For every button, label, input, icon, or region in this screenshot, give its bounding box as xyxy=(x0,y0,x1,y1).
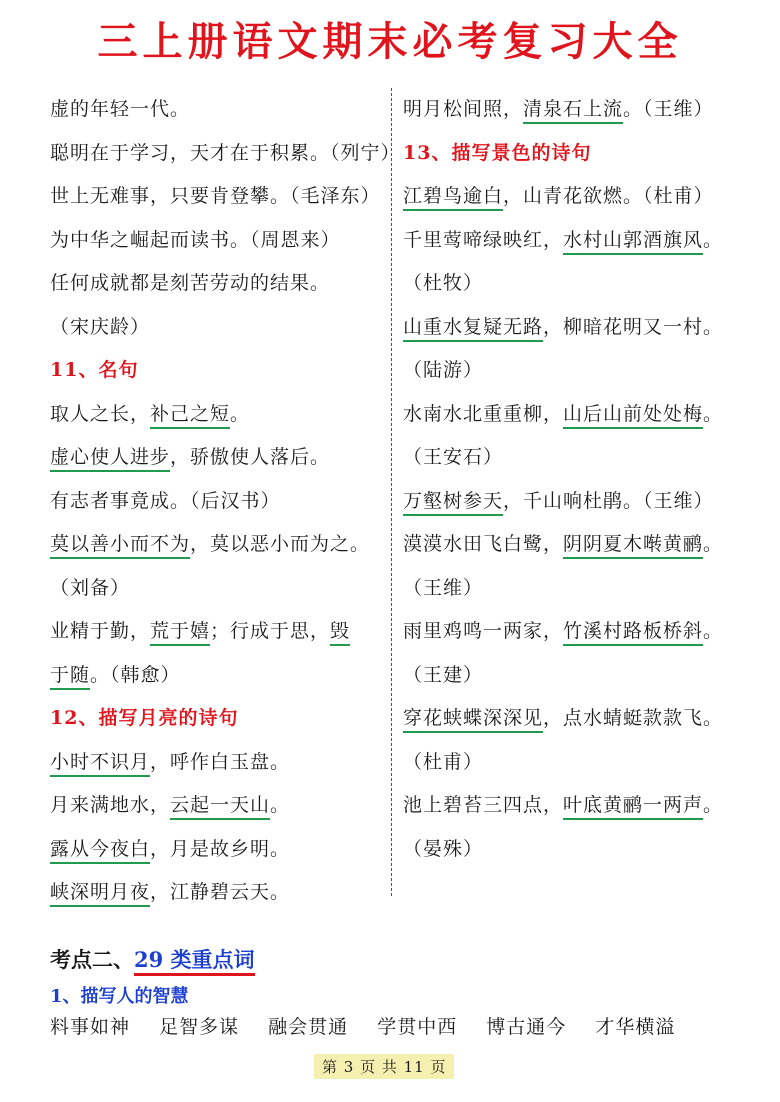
text: 池上碧苔三四点， xyxy=(403,794,564,816)
section-heading-11 xyxy=(50,349,390,393)
underlined-text: 补己之短 xyxy=(150,403,230,429)
text: （王安石） xyxy=(403,446,504,468)
text-line xyxy=(403,306,753,350)
underlined-text: 江碧鸟逾白 xyxy=(403,185,503,211)
underlined-text: 叶底黄鹂一两声 xyxy=(563,794,703,820)
text: （杜牧） xyxy=(403,272,484,294)
underlined-text: 竹溪村路板桥斜 xyxy=(563,620,703,646)
heading-text: 12、描写月亮的诗句 xyxy=(50,707,239,729)
heading-text: 13、描写景色的诗句 xyxy=(403,141,592,164)
text: ，呼作白玉盘。 xyxy=(150,750,291,773)
section-2-heading xyxy=(50,944,255,974)
underlined-text: 山重水复疑无路 xyxy=(403,316,543,342)
word-item: 才华横溢 xyxy=(595,1016,676,1038)
text-line xyxy=(403,262,753,306)
text-line xyxy=(50,132,401,176)
text-line xyxy=(50,567,390,611)
text-line xyxy=(50,871,390,915)
text: 。 xyxy=(703,620,724,642)
underlined-text: 清泉石上流 xyxy=(523,98,623,124)
text: 业精于勤， xyxy=(50,620,151,642)
text: 。 xyxy=(703,228,724,251)
text: （宋庆龄） xyxy=(50,315,151,338)
text: 虚的年轻一代。 xyxy=(50,98,191,120)
text: 取人之长， xyxy=(50,402,151,425)
text: （刘备） xyxy=(50,576,131,599)
underlined-text: 峡深明月夜 xyxy=(50,881,150,907)
text-line xyxy=(50,610,390,654)
text: 明月松间照， xyxy=(403,98,524,120)
subsection-heading: 1、描写人的智慧 xyxy=(50,986,189,1007)
text-line xyxy=(50,306,390,350)
word-item: 料事如神 xyxy=(50,1016,131,1038)
text: （王建） xyxy=(403,663,484,686)
text-line xyxy=(50,393,390,437)
section-2-link[interactable]: 29 类重点词 xyxy=(134,947,255,976)
text: 。（王维） xyxy=(623,98,714,120)
underlined-text: 露从今夜白 xyxy=(50,838,150,864)
text: 千里莺啼绿映红， xyxy=(403,228,564,251)
text-line xyxy=(403,349,753,393)
word-item: 融会贯通 xyxy=(268,1016,349,1038)
text: 任何成就都是刻苦劳动的结果。 xyxy=(50,272,331,294)
text: 。 xyxy=(270,794,291,816)
text: ，千山响杜鹃。（王维） xyxy=(503,489,714,512)
column-divider xyxy=(391,88,392,896)
text-line xyxy=(50,828,390,872)
text: ，山青花欲燃。（杜甫） xyxy=(503,185,714,207)
word-item: 学贯中西 xyxy=(377,1016,458,1038)
text-line xyxy=(403,567,753,611)
text-line xyxy=(403,393,753,437)
page-footer: 第 3 页 共 11 页 xyxy=(314,1054,454,1079)
text: （杜甫） xyxy=(403,750,484,773)
text: 雨里鸡鸣一两家， xyxy=(403,620,564,642)
text: 月来满地水， xyxy=(50,794,171,816)
text-line xyxy=(50,436,390,480)
text: 为中华之崛起而读书。（周恩来） xyxy=(50,228,341,251)
text-line xyxy=(50,654,390,698)
text-line xyxy=(403,610,753,654)
text-line xyxy=(403,436,753,480)
text: 水南水北重重柳， xyxy=(403,402,564,425)
text: 。 xyxy=(703,794,724,816)
underlined-text: 于随 xyxy=(50,664,90,690)
text: 。（韩愈） xyxy=(90,663,181,686)
text-line xyxy=(403,480,753,524)
text-line xyxy=(403,654,753,698)
text: 。 xyxy=(230,402,251,425)
underlined-text: 虚心使人进步 xyxy=(50,446,170,472)
underlined-text: 荒于嬉 xyxy=(150,620,210,646)
text-line xyxy=(50,741,390,785)
text: 世上无难事，只要肯登攀。（毛泽东） xyxy=(50,185,381,207)
page-title: 三上册语文期末必考复习大全 xyxy=(97,19,683,65)
text-line xyxy=(50,480,390,524)
underlined-text: 水村山郭酒旗风 xyxy=(563,229,703,255)
word-item: 足智多谋 xyxy=(159,1016,240,1038)
section-2-prefix: 考点二、 xyxy=(50,947,134,972)
text: ，莫以恶小而为之。 xyxy=(190,533,371,555)
left-column xyxy=(50,88,401,915)
word-list xyxy=(50,1012,697,1039)
text: ，江静碧云天。 xyxy=(150,881,291,903)
text-line xyxy=(50,262,390,306)
text-line xyxy=(403,175,753,219)
underlined-text: 阴阴夏木啭黄鹂 xyxy=(563,533,703,559)
text: ，月是故乡明。 xyxy=(150,837,291,860)
right-column xyxy=(403,88,753,871)
text-line xyxy=(50,175,390,219)
underlined-text: 莫以善小而不为 xyxy=(50,533,190,559)
text: ，点水蜻蜓款款飞。 xyxy=(543,707,724,729)
section-heading-13 xyxy=(403,132,753,176)
text: （晏殊） xyxy=(403,837,484,860)
text: 有志者事竟成。（后汉书） xyxy=(50,489,281,512)
heading-text: 11、名句 xyxy=(50,359,139,381)
text-line xyxy=(50,219,390,263)
text-line xyxy=(403,828,753,872)
underlined-text: 穿花蛱蝶深深见 xyxy=(403,707,543,733)
section-heading-12 xyxy=(50,697,390,741)
word-item: 博古通今 xyxy=(486,1016,567,1038)
text: 。 xyxy=(703,402,724,425)
underlined-text: 山后山前处处梅 xyxy=(563,403,703,429)
text: 。 xyxy=(703,533,724,555)
text-line xyxy=(403,784,753,828)
text-line xyxy=(403,88,753,132)
text: ；行成于思， xyxy=(210,620,331,642)
text-line xyxy=(50,523,390,567)
text: 漠漠水田飞白鹭， xyxy=(403,533,564,555)
underlined-text: 云起一天山 xyxy=(170,794,270,820)
text-line xyxy=(50,784,390,828)
text: （陆游） xyxy=(403,359,484,381)
text: （王维） xyxy=(403,576,484,599)
text-line xyxy=(50,88,390,132)
text-line xyxy=(403,523,753,567)
text-line xyxy=(403,219,753,263)
text-line xyxy=(403,697,753,741)
text: ，柳暗花明又一村。 xyxy=(543,315,724,338)
text-line xyxy=(403,741,753,785)
underlined-text: 小时不识月 xyxy=(50,751,150,777)
text: 聪明在于学习，天才在于积累。（列宁） xyxy=(50,141,401,164)
text: ，骄傲使人落后。 xyxy=(170,446,331,468)
underlined-text: 毁 xyxy=(330,620,350,646)
underlined-text: 万壑树参天 xyxy=(403,490,503,516)
